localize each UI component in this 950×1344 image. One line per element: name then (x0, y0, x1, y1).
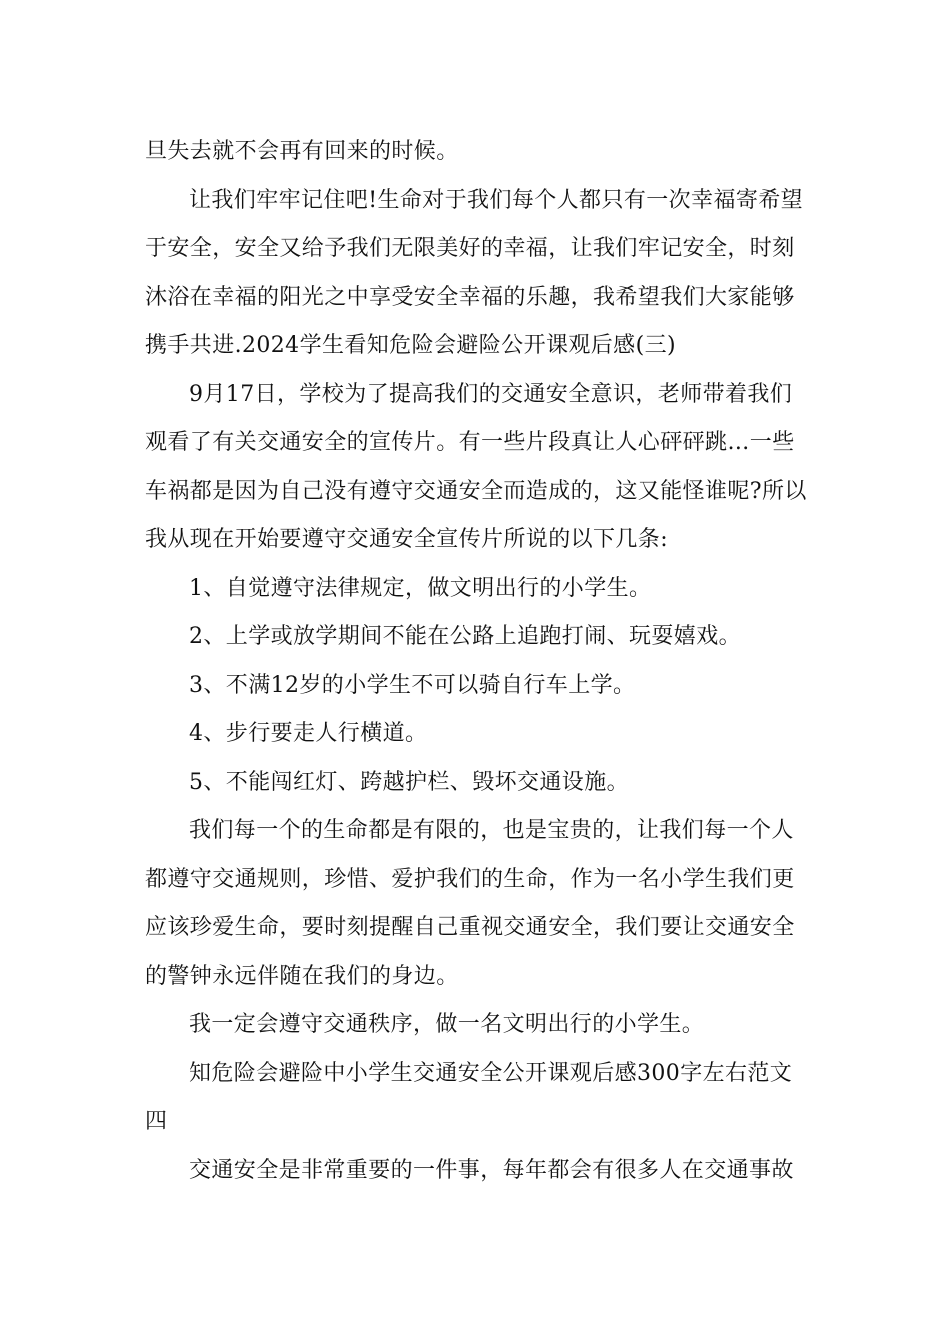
text-line: 旦失去就不会再有回来的时候。 (145, 139, 459, 164)
text-line: 的警钟永远伴随在我们的身边。 (145, 963, 459, 989)
text-line: 让我们牢牢记住吧!生命对于我们每个人都只有一次幸福寄希望 (189, 187, 804, 213)
list-item: 4、步行要走人行横道。 (189, 721, 428, 746)
text-line: 我从现在开始要遵守交通安全宣传片所说的以下几条: (145, 527, 669, 552)
text-line: 我一定会遵守交通秩序，做一名文明出行的小学生。 (189, 1012, 705, 1037)
text-line: 我们每一个的生命都是有限的，也是宝贵的，让我们每一个人 (189, 818, 794, 843)
text-line: 沐浴在幸福的阳光之中享受安全幸福的乐趣，我希望我们大家能够 (145, 284, 795, 310)
section-title: 知危险会避险中小学生交通安全公开课观后感300字左右范文 (189, 1060, 793, 1086)
text-line: 携手共进.2024学生看知危险会避险公开课观后感(三) (145, 333, 676, 358)
text-line: 车祸都是因为自己没有遵守交通安全而造成的，这又能怪谁呢?所以 (145, 478, 807, 504)
list-item: 2、上学或放学期间不能在公路上追跑打闹、玩耍嬉戏。 (189, 624, 741, 649)
list-item: 5、不能闯红灯、跨越护栏、毁坏交通设施。 (189, 769, 629, 795)
text-line: 都遵守交通规则，珍惜、爱护我们的生命，作为一名小学生我们更 (145, 866, 795, 892)
document-body (145, 128, 810, 1195)
section-title-continuation: 四 (145, 1109, 168, 1134)
list-item: 1、自觉遵守法律规定，做文明出行的小学生。 (189, 575, 652, 601)
text-line: 应该珍爱生命，要时刻提醒自己重视交通安全，我们要让交通安全 (145, 915, 795, 940)
list-item: 3、不满12岁的小学生不可以骑自行车上学。 (189, 672, 636, 698)
text-line: 9月17日，学校为了提高我们的交通安全意识，老师带着我们 (189, 381, 793, 407)
text-line: 交通安全是非常重要的一件事，每年都会有很多人在交通事故 (189, 1157, 794, 1183)
text-line: 观看了有关交通安全的宣传片。有一些片段真让人心砰砰跳…一些 (145, 430, 795, 455)
text-line: 于安全，安全又给予我们无限美好的幸福，让我们牢记安全，时刻 (145, 236, 795, 261)
